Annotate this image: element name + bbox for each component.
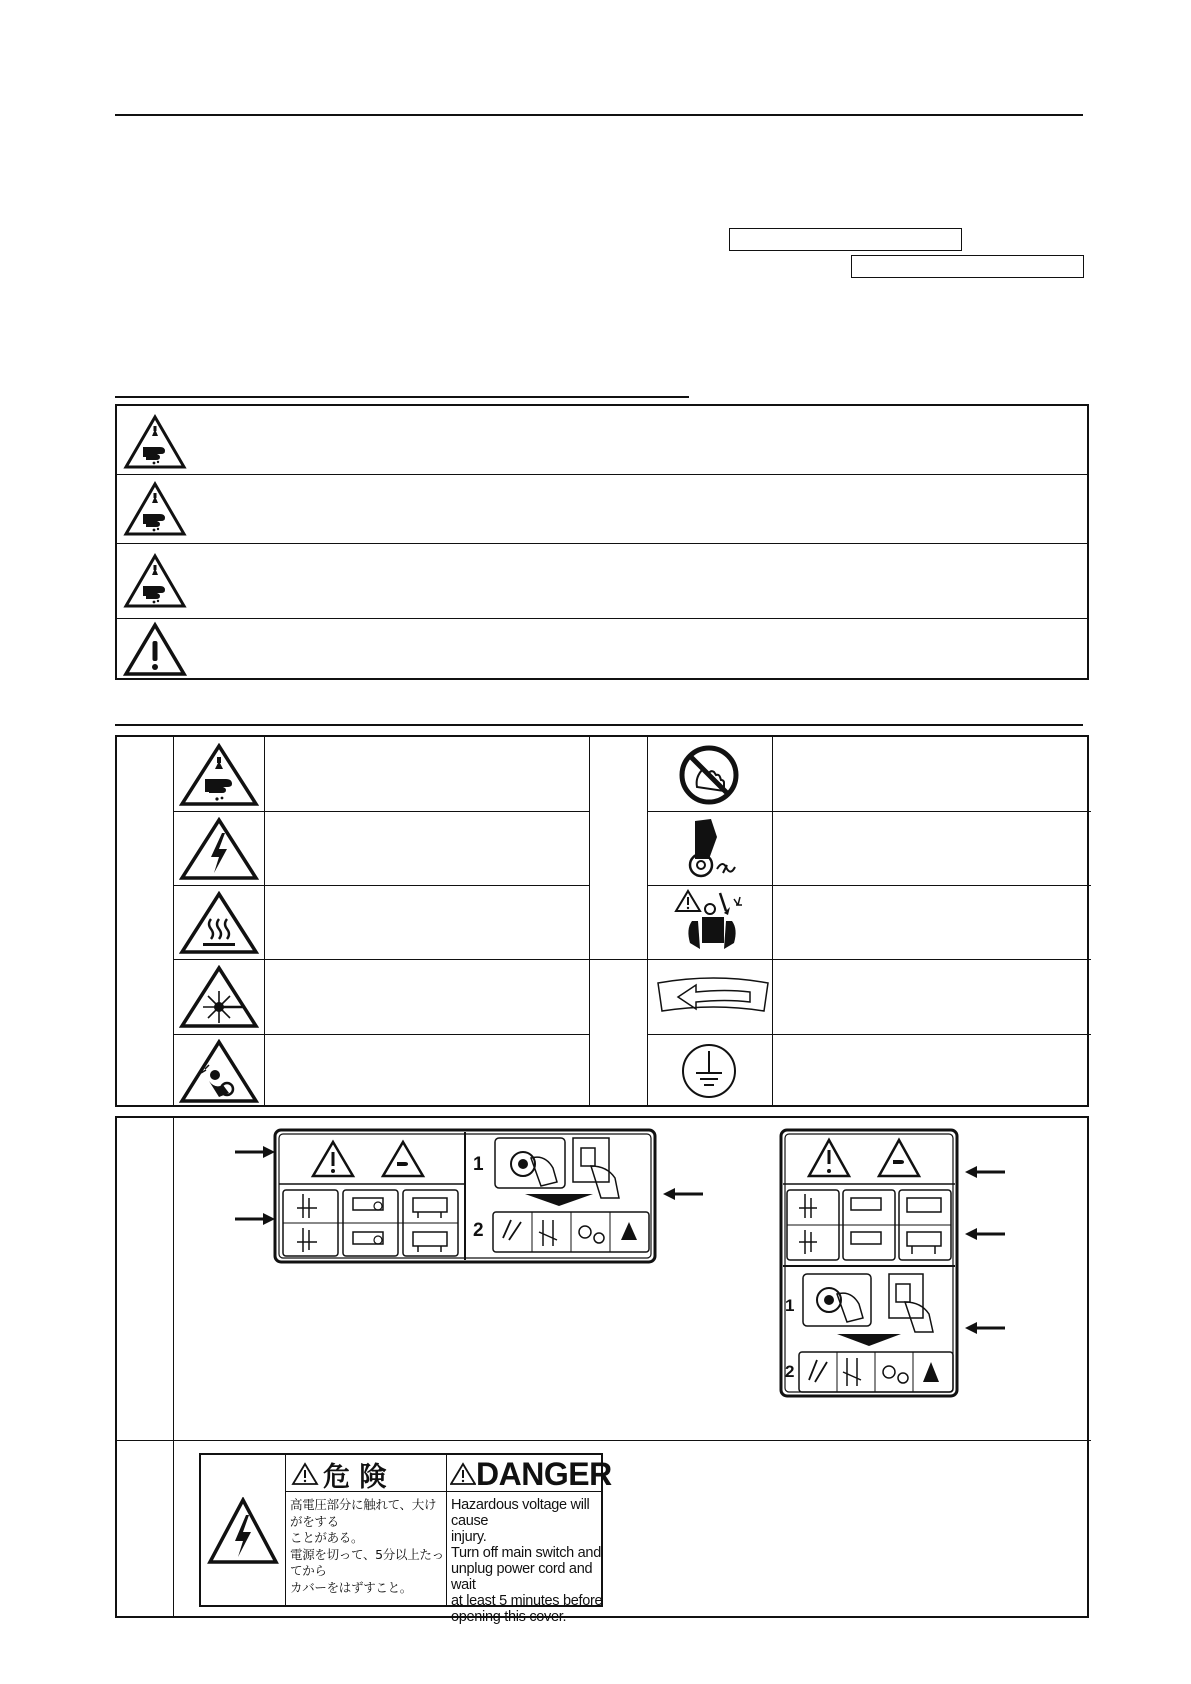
- warning-row-4-icon: [123, 621, 187, 677]
- reference-box-1: [729, 228, 962, 251]
- vertical-caution-label: [779, 1128, 959, 1398]
- horizontal-caution-label: [273, 1128, 657, 1264]
- warning-row-1-icon: [123, 414, 187, 470]
- no-touch-icon: [675, 743, 743, 807]
- arrow-right-1: [235, 1144, 275, 1160]
- warning-row-3-icon: [123, 553, 187, 609]
- danger-electric-icon: [207, 1497, 279, 1565]
- danger-jp-body: [290, 1497, 444, 1596]
- section-1-underline: [115, 396, 689, 398]
- danger-en-line-2: injury.: [451, 1529, 487, 1545]
- danger-en-line-3: Turn off main switch and: [451, 1545, 601, 1561]
- reference-box-2: [851, 255, 1084, 278]
- arrow-left-4: [965, 1320, 1005, 1336]
- general-warning-icon: [123, 621, 187, 677]
- danger-jp-title: 危 険: [323, 1461, 387, 1493]
- symbol-no-touch: [675, 743, 743, 807]
- electric-shock-icon: [207, 1497, 279, 1565]
- symbol-laser: [179, 965, 259, 1029]
- danger-en-title: DANGER: [476, 1455, 612, 1492]
- belt-pinch-icon: [677, 817, 745, 881]
- danger-en-line-5: at least 5 minutes before: [451, 1593, 603, 1609]
- electric-shock-icon: [179, 817, 259, 881]
- vertical-label-step-2: 2: [785, 1362, 795, 1381]
- symbol-hand-crush: [179, 743, 259, 807]
- warning-triangle-icon: [291, 1462, 319, 1486]
- horizontal-label-step-2: 2: [473, 1220, 484, 1241]
- symbol-rotation-arrow: [654, 973, 772, 1019]
- warning-row-2-icon: [123, 481, 187, 537]
- vertical-label-step-1: 1: [785, 1296, 795, 1315]
- symbol-hot-surface: [179, 891, 259, 955]
- warning-triangle-icon: [450, 1462, 476, 1486]
- hand-crush-warning-icon: [123, 553, 187, 609]
- danger-en-header: [450, 1457, 612, 1491]
- danger-jp-line-1: 高電圧部分に触れて、大けがをする: [290, 1497, 437, 1529]
- danger-jp-line-2: ことがある。: [290, 1530, 364, 1545]
- symbol-entanglement: [179, 1039, 259, 1105]
- needle-hand-caution-icon: [670, 889, 752, 955]
- entanglement-icon: [179, 1039, 259, 1105]
- top-rule: [115, 114, 1083, 116]
- hot-surface-icon: [179, 891, 259, 955]
- symbol-table: [115, 735, 1089, 1107]
- laser-icon: [179, 965, 259, 1029]
- danger-jp-line-4: カバーをはずすこと。: [290, 1579, 413, 1595]
- protective-earth-icon: [676, 1039, 742, 1103]
- danger-label: [199, 1453, 612, 1625]
- symbol-protective-earth: [676, 1039, 742, 1103]
- danger-en-line-6: opening this cover.: [451, 1609, 567, 1625]
- hand-crush-warning-icon: [179, 743, 259, 807]
- symbol-needle-hand: [670, 889, 752, 955]
- section-2-rule: [115, 724, 1083, 726]
- warning-level-table: [115, 404, 1089, 680]
- label-placement-table: [115, 1116, 1089, 1625]
- horizontal-label-step-1: 1: [473, 1154, 484, 1175]
- arrow-right-2: [235, 1211, 275, 1227]
- arrow-left-3: [965, 1226, 1005, 1242]
- danger-jp-line-3: 電源を切って、5分以上たってから: [290, 1546, 444, 1578]
- arrow-left-1: [663, 1186, 703, 1202]
- symbol-electric-shock: [179, 817, 259, 881]
- danger-jp-header: [291, 1457, 386, 1491]
- danger-en-body: [451, 1497, 603, 1625]
- arrow-left-2: [965, 1164, 1005, 1180]
- symbol-belt-pinch: [677, 817, 745, 881]
- danger-en-line-4: unplug power cord and wait: [451, 1561, 593, 1593]
- danger-en-line-1: Hazardous voltage will cause: [451, 1497, 590, 1529]
- hand-crush-warning-icon: [123, 414, 187, 470]
- hand-crush-warning-icon: [123, 481, 187, 537]
- rotation-direction-arrow-icon: [654, 973, 772, 1019]
